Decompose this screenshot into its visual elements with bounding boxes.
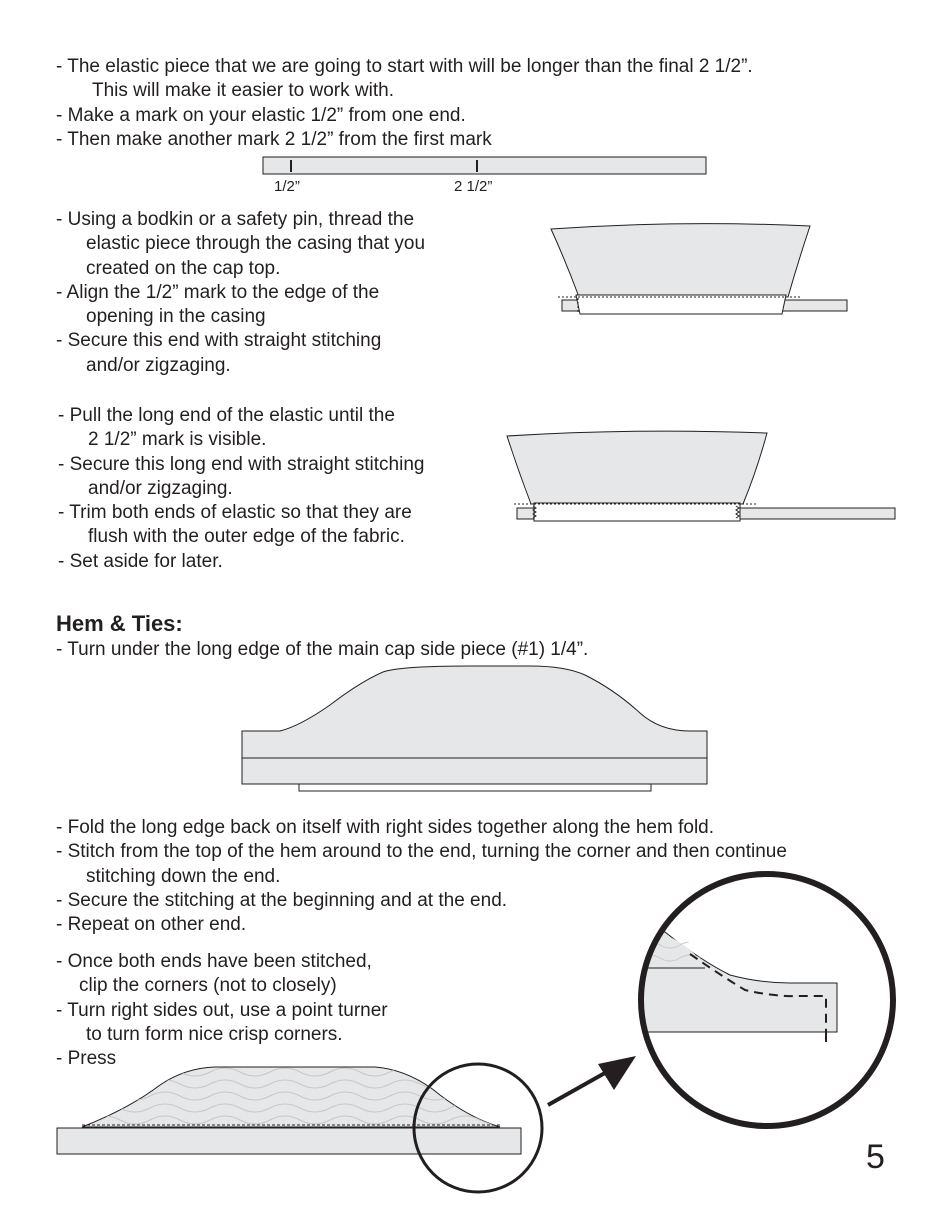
intro-line: - Make a mark on your elastic 1/2” from one end. [56,104,466,126]
two-half-inch-label: 2 1/2” [454,178,493,195]
finish-line: - Once both ends have been stitched, [56,951,372,972]
finish-line: to turn form nice crisp corners. [86,1023,343,1045]
pull-line: - Secure this long end with straight stitching [58,453,425,475]
zoomed-corner-view [630,870,910,1140]
intro-line: - Then make another mark 2 1/2” from the first mark [56,128,492,150]
thread-line: and/or zigzaging. [86,354,231,376]
intro-line: - The elastic piece that we are going to start with will be longer than the final 2 1/2”. [56,56,753,77]
fold-line: - Fold the long edge back on itself with right sides together along the hem fold. [56,817,715,838]
pull-line: 2 1/2” mark is visible. [88,429,267,451]
thread-line: - Secure this end with straight stitching [56,330,382,352]
thread-line: created on the cap top. [86,257,281,279]
hem-instruction: - Turn under the long edge of the main cap side piece (#1) 1/4”. [56,639,589,660]
thread-line: - Using a bodkin or a safety pin, thread the [56,209,415,230]
finish-line: - Turn right sides out, use a point turner [56,999,388,1021]
fold-line: - Stitch from the top of the hem around to the end, turning the corner and then continue [56,841,787,863]
fold-line: - Repeat on other end. [56,914,247,936]
zoom-arrow [548,1069,612,1105]
section-heading: Hem & Ties: [56,611,183,636]
thread-line: - Align the 1/2” mark to the edge of the [56,281,380,303]
pull-line: - Set aside for later. [58,550,223,572]
half-inch-label: 1/2” [274,178,300,195]
hem-band [57,1128,521,1154]
pull-line: and/or zigzaging. [88,477,233,499]
pull-line: flush with the outer edge of the fabric. [88,526,405,548]
page-number: 5 [866,1138,885,1176]
pull-line: - Trim both ends of elastic so that they are [58,502,412,524]
fold-line: stitching down the end. [86,865,281,887]
pull-line: - Pull the long end of the elastic until the [58,405,395,426]
intro-line: This will make it easier to work with. [92,80,394,102]
fold-line: - Secure the stitching at the beginning and at the end. [56,889,508,911]
finish-line: clip the corners (not to closely) [79,975,337,997]
cap-body [82,1067,500,1127]
finish-line: - Press [56,1048,117,1070]
thread-line: opening in the casing [86,306,266,328]
arrow-head-icon [598,1056,636,1090]
thread-line: elastic piece through the casing that you [86,233,426,255]
